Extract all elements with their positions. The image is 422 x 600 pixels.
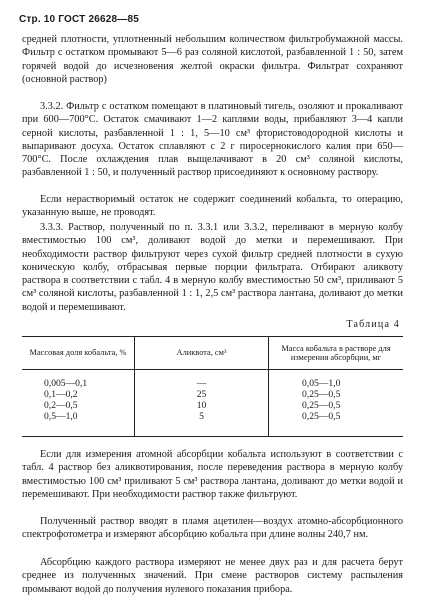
table-header-cobalt-fraction: Массовая доля кобальта, % — [22, 337, 134, 370]
table-cell: 0,25—0,5 — [302, 389, 341, 400]
table-cell: 0,25—0,5 — [302, 400, 341, 411]
table-column-cobalt-mass — [302, 378, 340, 422]
paragraph-4: 3.3.3. Раствор, полученный по п. 3.3.1 или 3.3.2, переливают в мерную колбу вместимостью 100 см³, доливают водой до метки и перемешивают. При необходимости раствор фильтруют через сухой фильтр средней плотности в сухую коническую колбу, отбрасывая первые порции фильтрата. Отбирают аликвоту раствора в соответствии с табл. 4 в мерную колбу вместимостью 50 см³, приливают 5 см³ соляной кислоты, разбавленной 1 : 1, 2,5 см³ раствора лантана, доливают до метки водой и перемешивают. — [22, 222, 403, 313]
table-cell: 0,05—1,0 — [302, 378, 341, 389]
table-cell: 25 — [196, 389, 207, 400]
paragraph-6: Полученный раствор вводят в пламя ацетилен—воздух атомно-абсорбционного спектрофотометра и измеряют абсорбцию кобальта при длине волны 240,7 нм. — [22, 516, 403, 541]
table-cell: 10 — [196, 400, 207, 411]
table-column-cobalt-fraction — [44, 378, 87, 422]
table-column-aliquot — [135, 378, 268, 422]
paragraph-3: Если нерастворимый остаток не содержит соединений кобальта, то операцию, указанную выше, не проводят. — [22, 194, 403, 219]
table-cell: 0,25—0,5 — [302, 411, 341, 422]
page-header: Стр. 10 ГОСТ 26628—85 — [19, 14, 139, 25]
table-cell: 5 — [199, 411, 204, 422]
table-column-divider — [268, 337, 269, 436]
table-cell: 0,5—1,0 — [44, 411, 78, 422]
data-table — [22, 336, 403, 437]
paragraph-7: Абсорбцию каждого раствора измеряют не менее двух раз и для расчета берут среднее из полученных значений. При смене растворов систему распыления промывают водой до получения нулевого показания прибора. — [22, 557, 403, 595]
table-cell: — — [196, 378, 207, 389]
table-cell: 0,005—0,1 — [44, 378, 88, 389]
table-caption: Таблица 4 — [346, 319, 400, 330]
table-cell: 0,2—0,5 — [44, 400, 78, 411]
table-header-cobalt-mass: Масса кобальта в растворе для измерения абсорбции, мг — [269, 337, 403, 370]
paragraph-5: Если для измерения атомной абсорбции кобальта используют в соответствии с табл. 4 раствор без аликвотирования, после переведения раствора в мерную колбу вместимостью 100 см³ приливают 5 см³ раствора лантана, доливают до метки водой и перемешивают. При необходимости раствор также фильтруют. — [22, 449, 403, 500]
table-header-aliquot: Аликвота, см³ — [135, 337, 268, 370]
table-cell: 0,1—0,2 — [44, 389, 78, 400]
paragraph-1: средней плотности, уплотненный небольшим количеством фильтробумажной массы. Фильтр с остатком промывают 5—6 раз соляной кислотой, разбавленной 1 : 50, затем горячей водой до исчезновения желтой окраски фильтра. Фильтрат сохраняют (основной раствор) — [22, 34, 403, 85]
paragraph-2: 3.3.2. Фильтр с остатком помещают в платиновый тигель, озоляют и прокаливают при 600—700°С. Остаток смачивают 1—2 каплями воды, прибавляют 3—4 капли серной кислоты, разбавленной 1 : 1, 5—10 см³ фтористоводородной кислоты и выпаривают досуха. Остаток сплавляют с 2 г пиросернокислого калия при 650—700°С. После охлаждения плав выщелачивают в 20 см³ соляной кислоты, разбавленной 1 : 50, и полученный раствор присоединяют к основному раствору. — [22, 101, 403, 179]
